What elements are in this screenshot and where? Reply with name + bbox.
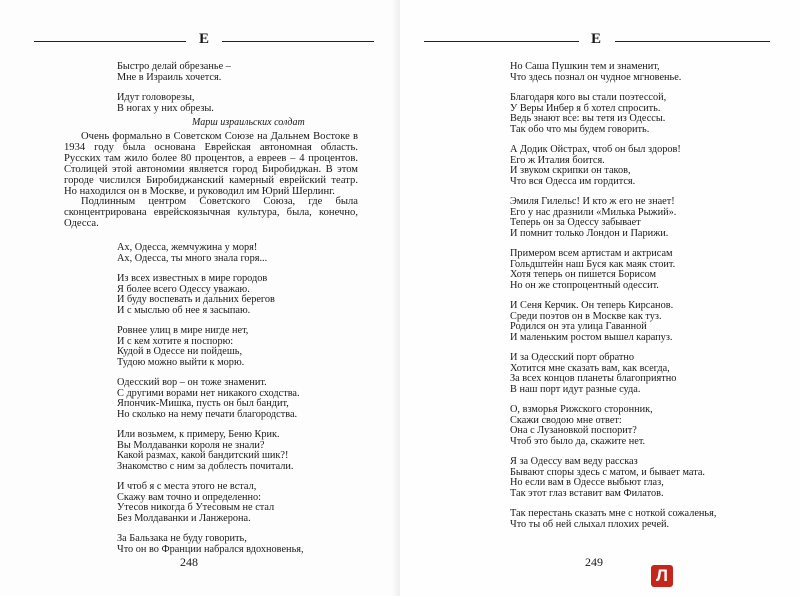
verse-line: Его у нас дразнили «Милька Рыжий». bbox=[510, 206, 677, 218]
stanza bbox=[510, 197, 780, 239]
verse-line: О, взморья Рижского сторонник, bbox=[510, 404, 653, 415]
page-number-right: 249 bbox=[585, 555, 603, 569]
left-running-header bbox=[34, 31, 374, 48]
stanza bbox=[117, 378, 377, 420]
verse-line: Так этот глаз вставит вам Филатов. bbox=[510, 487, 664, 499]
verse-line: Тудою можно выйти к морю. bbox=[117, 356, 245, 368]
verse-line: И чтоб я с места этого не встал, bbox=[117, 481, 257, 492]
verse-line: Какой размах, какой бандитский шик?! bbox=[117, 450, 289, 461]
stanza bbox=[510, 509, 780, 530]
verse-line: Вы Молдаванки короля не знали? bbox=[117, 439, 265, 451]
publisher-logo-icon: Л bbox=[651, 565, 673, 587]
stanza bbox=[117, 482, 377, 524]
verse-line: Япончик-Мишка, пусть он был бандит, bbox=[117, 398, 289, 409]
verse-line: И помнит только Лондон и Парижи. bbox=[510, 227, 669, 239]
verse-line: Что ты об ней слыхал плохих речей. bbox=[510, 518, 670, 530]
poem-left bbox=[117, 243, 377, 565]
verse-line: Хотя теперь он пишется Борисом bbox=[510, 269, 657, 280]
epigraph bbox=[117, 62, 357, 124]
verse-line: Хотится мне сказать вам, как всегда, bbox=[510, 362, 670, 374]
verse-line: Но сколько на нему печати благородства. bbox=[117, 408, 298, 420]
stanza bbox=[117, 430, 377, 472]
verse-line: Скажу вам точно и определенно: bbox=[117, 491, 262, 503]
verse-line: Бывают споры здесь с матом, и бывает мата. bbox=[510, 466, 705, 478]
verse-line: За всех концов планеты благоприятно bbox=[510, 373, 677, 384]
verse-line: И с кем хотите я поспорю: bbox=[117, 335, 234, 347]
header-letter: Е bbox=[198, 31, 210, 47]
verse-line: И звуком скрипки он таков, bbox=[510, 165, 631, 176]
verse-line: Ах, Одесса, жемчужина у моря! bbox=[117, 242, 258, 253]
page-number-left: 248 bbox=[180, 555, 198, 569]
verse-line: Без Молдаванки и Ланжерона. bbox=[117, 512, 251, 524]
prose-body bbox=[64, 132, 358, 230]
verse-line: Ах, Одесса, ты много знала горя... bbox=[117, 252, 268, 264]
verse-line: Знакомство с ним за доблесть почитали. bbox=[117, 460, 294, 472]
verse-line: Она с Лузановкой поспорит? bbox=[510, 425, 637, 436]
verse-line: Так перестань сказать мне с ноткой сожаленья, bbox=[510, 508, 717, 519]
verse-line: Теперь он за Одессу забывает bbox=[510, 217, 641, 228]
verse-line: Гольдштейн наш Буся как маяк стоит. bbox=[510, 258, 676, 270]
stanza bbox=[510, 145, 780, 187]
verse-line: Его ж Италия боится. bbox=[510, 154, 605, 166]
verse-line: Эмиля Гилельс! И кто ж его не знает! bbox=[510, 196, 675, 207]
verse-line: За Бальзака не буду говорить, bbox=[117, 533, 247, 544]
verse-line: Что он во Франции набрался вдохновенья, bbox=[117, 543, 304, 555]
verse-line: Кудой в Одессе ни пойдешь, bbox=[117, 346, 243, 357]
verse-line: И буду воспевать и дальних берегов bbox=[117, 294, 275, 305]
right-running-header bbox=[424, 31, 770, 48]
stanza bbox=[117, 62, 357, 83]
stanza bbox=[510, 249, 780, 291]
verse-line: Ведь знают все: вы тетя из Одессы. bbox=[510, 113, 666, 124]
verse-line: Скажи сводою мне ответ: bbox=[510, 414, 622, 426]
paragraph: Очень формально в Советском Союзе на Дальнем Востоке в 1934 году была основана Еврейская автономная область. Русских там жило более 80 процентов, а евреев – 4 процентов. Столицей этой автономии является город Биробиджан. В этом городе числился Биробиджанский камерный еврейский театр. Но находился он в Москве, и руководил им Юрий Шерлинг. bbox=[64, 131, 358, 197]
verse-line: Из всех известных в мире городов bbox=[117, 273, 268, 284]
stanza bbox=[117, 534, 377, 555]
verse-line: Ровнее улиц в мире нигде нет, bbox=[117, 325, 249, 336]
right-page bbox=[400, 0, 800, 596]
verse-line: Я более всего Одессу уважаю. bbox=[117, 283, 250, 295]
verse-line: Мне в Израиль хочется. bbox=[117, 71, 222, 83]
stanza bbox=[510, 353, 780, 395]
verse-line: Примером всем артистам и актрисам bbox=[510, 248, 673, 259]
stanza bbox=[117, 274, 377, 316]
verse-line: И за Одесский порт обратно bbox=[510, 352, 635, 363]
verse-line: Но Саша Пушкин тем и знаменит, bbox=[510, 61, 660, 72]
verse-line: Быстро делай обрезанье – bbox=[117, 61, 231, 72]
verse-line: У Веры Инбер я б хотел спросить. bbox=[510, 102, 661, 114]
header-rule-right bbox=[615, 41, 770, 42]
stanza bbox=[510, 301, 780, 343]
verse-line: Но если вам в Одессе выбьют глаз, bbox=[510, 477, 664, 488]
stanza bbox=[510, 62, 780, 83]
stanza bbox=[117, 93, 357, 114]
stanza bbox=[510, 93, 780, 135]
verse-line: Что здесь познал он чудное мгновенье. bbox=[510, 71, 682, 83]
verse-line: И маленьким ростом вышел карапуз. bbox=[510, 331, 673, 343]
verse-line: Среди поэтов он в Москве как туз. bbox=[510, 310, 662, 322]
verse-line: Но он же стопроцентный одессит. bbox=[510, 279, 659, 291]
header-rule-left bbox=[34, 41, 186, 42]
verse-line: Так обо что мы будем говорить. bbox=[510, 123, 650, 135]
header-rule-right bbox=[222, 41, 374, 42]
header-rule-left bbox=[424, 41, 579, 42]
verse-line: Родился он эта улица Гаванной bbox=[510, 321, 647, 332]
verse-line: Утесов никогда б Утесовым не стал bbox=[117, 502, 275, 513]
verse-line: С другими ворами нет никакого сходства. bbox=[117, 387, 300, 399]
header-letter: Е bbox=[590, 31, 602, 47]
verse-line: Благодаря кого вы стали поэтессой, bbox=[510, 92, 667, 103]
verse-line: Что вся Одесса им гордится. bbox=[510, 175, 636, 187]
verse-line: Идут головорезы, bbox=[117, 92, 195, 103]
verse-line: А Додик Ойстрах, чтоб он был здоров! bbox=[510, 144, 681, 155]
verse-line: Одесский вор – он тоже знаменит. bbox=[117, 377, 267, 388]
verse-line: В наш порт идут разные суда. bbox=[510, 383, 641, 395]
epigraph-attribution: Марш израильских солдат bbox=[192, 117, 305, 128]
verse-line: Чтоб это было да, скажите нет. bbox=[510, 435, 646, 447]
stanza bbox=[510, 405, 780, 447]
verse-line: В ногах у них обрезы. bbox=[117, 102, 214, 114]
stanza bbox=[117, 326, 377, 368]
paragraph: Подлинным центром Советского Союза, где была сконцентрирована еврейскоязычная культура, была, конечно, Одесса. bbox=[64, 196, 358, 230]
poem-right bbox=[510, 62, 780, 540]
stanza bbox=[117, 243, 377, 264]
verse-line: И Сеня Керчик. Он теперь Кирсанов. bbox=[510, 300, 674, 311]
verse-line: Я за Одессу вам веду рассказ bbox=[510, 456, 638, 467]
stanza bbox=[510, 457, 780, 499]
verse-line: И с мыслью об нее я засыпаю. bbox=[117, 304, 251, 316]
verse-line: Или возьмем, к примеру, Беню Крик. bbox=[117, 429, 280, 440]
